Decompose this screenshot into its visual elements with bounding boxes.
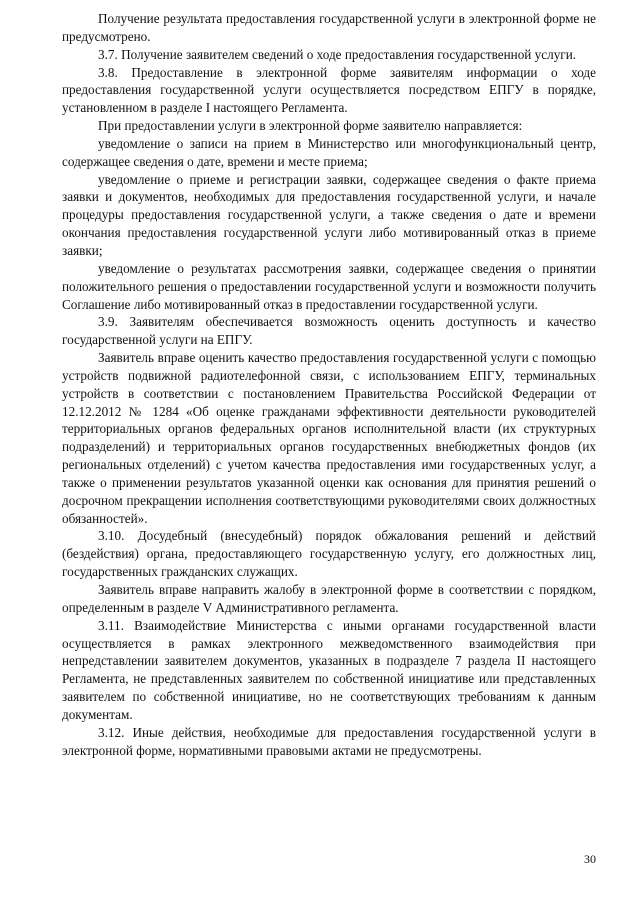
page-number: 30 (584, 852, 596, 866)
paragraph-results-notice: уведомление о результатах рассмотрения заявки, содержащее сведения о принятии положительного решения о предоставлении государственной услуги и возможности получить Соглашение либо мотивированный отказ в предоставлении государственной услуги. (62, 260, 596, 312)
paragraph-3-11: 3.11. Взаимодействие Министерства с иными органами государственной власти осуществляется в рамках электронного межведомственного взаимодействия при непредставлении заявителем документов, указанных в подразделе 7 раздела II настоящего Регламента, не представленных заявителем по собственной инициативе или представленных заявителем по собственной инициативе, но не соответствующих требованиям к данным документам. (62, 617, 596, 722)
paragraph-3-12: 3.12. Иные действия, необходимые для предоставления государственной услуги в электронной форме, нормативными правовыми актами не предусмотрены. (62, 724, 596, 758)
paragraph-3-7: 3.7. Получение заявителем сведений о ходе предоставления государственной услуги. (98, 46, 577, 62)
paragraph-appointment-notice: уведомление о записи на прием в Министерство или многофункциональный центр, содержащее сведения о дате, времени и месте приема; (62, 135, 596, 169)
paragraph-quality-evaluation: Заявитель вправе оценить качество предоставления государственной услуги с помощью устройств подвижной радиотелефонной связи, с использованием ЕПГУ, терминальных устройств в соответствии с постановлением Правительства Российской Федерации от 12.12.2012 № 1284 «Об оценке гражданами эффективности деятельности руководителей территориальных органов федеральных органов исполнительной власти (их структурных подразделений) и территориальных органов государственных внебюджетных фондов (их региональных отделений) с учетом качества предоставления ими государственных услуг, а также о применении результатов указанной оценки как основания для принятия решений о досрочном прекращении исполнения соответствующими руководителями своих должностных обязанностей». (62, 350, 596, 526)
paragraph-3-9: 3.9. Заявителям обеспечивается возможность оценить доступность и качество государственной услуги на ЕПГУ. (62, 314, 596, 348)
paragraph-notifications-intro: При предоставлении услуги в электронной форме заявителю направляется: (98, 118, 523, 134)
document-body (62, 10, 596, 759)
paragraph-registration-notice: уведомление о приеме и регистрации заявки, содержащее сведения о факте приема заявки и документов, необходимых для предоставления государственной услуги, и начале процедуры предоставления государственной услуги, а также сведения о дате и времени окончания предоставления государственной услуги либо мотивированный отказ в приеме заявки; (62, 171, 596, 258)
paragraph-complaint: Заявитель вправе направить жалобу в электронной форме в соответствии с порядком, определенным в разделе V Административного регламента. (62, 582, 596, 615)
paragraph-3-10: 3.10. Досудебный (внесудебный) порядок обжалования решений и действий (бездействия) органа, предоставляющего государственную услугу, его должностных лиц, государственных гражданских служащих. (62, 528, 596, 580)
paragraph-3-8: 3.8. Предоставление в электронной форме заявителям информации о ходе предоставления государственной услуги осуществляется посредством ЕПГУ в порядке, установленном в разделе I настоящего Регламента. (62, 64, 596, 116)
paragraph-result-not-provided: Получение результата предоставления государственной услуги в электронной форме не предусмотрено. (62, 11, 596, 44)
